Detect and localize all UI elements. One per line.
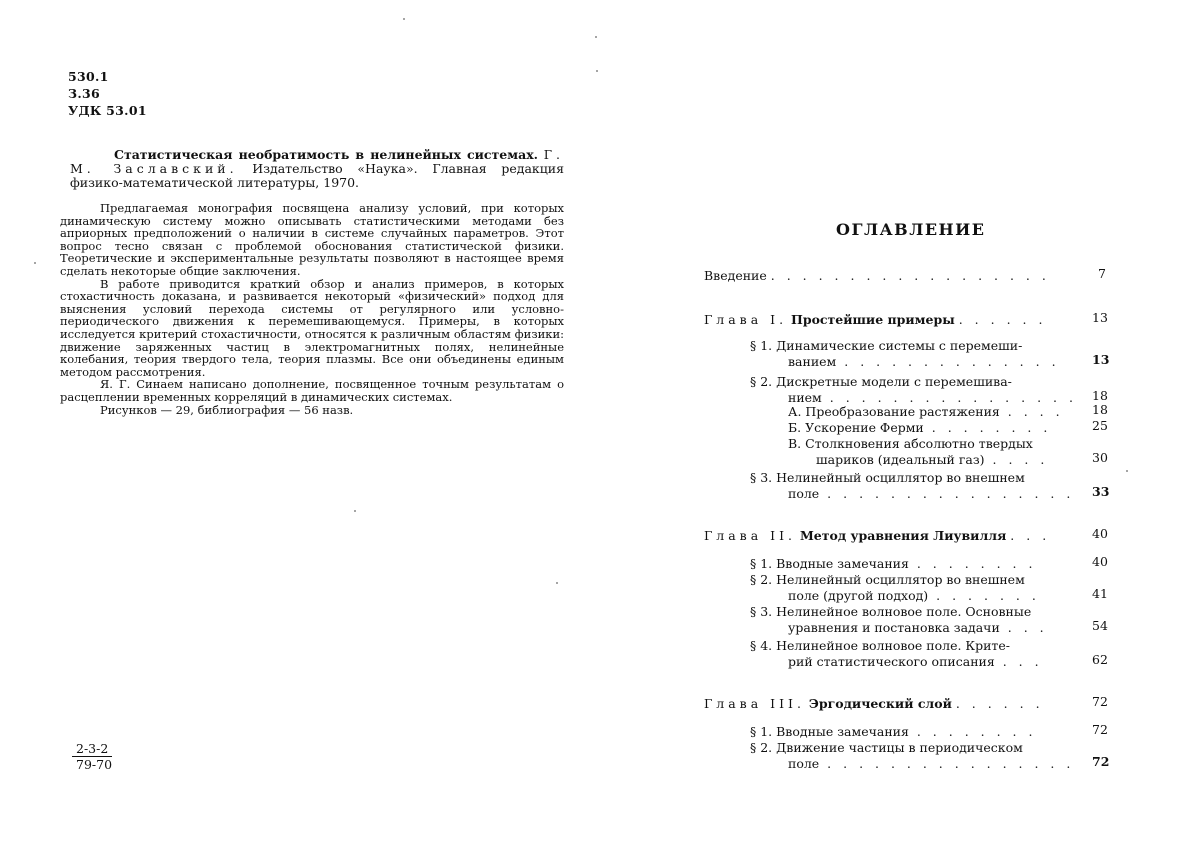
book-title: Статистическая необратимость в нелинейных системах.	[114, 147, 538, 162]
toc-page-number: 72	[1092, 722, 1108, 737]
toc-chapter-2: Глава II. Метод уравнения Лиувилля . . .	[704, 528, 1051, 543]
classification-code: 530.1	[68, 69, 109, 84]
toc-page-number: 62	[1092, 652, 1108, 667]
chapter-prefix: Глава II.	[704, 528, 796, 543]
abstract-paragraph: Рисунков — 29, библиография — 56 назв.	[100, 402, 354, 417]
toc-page-number: 72	[1092, 694, 1108, 709]
toc-page-number: 18	[1092, 402, 1108, 417]
toc-section: § 3. Нелинейное волновое поле. Основные	[750, 604, 1032, 619]
scan-speck	[556, 582, 558, 584]
toc-page-number: 13	[1092, 310, 1108, 325]
classification-code: З.36	[68, 86, 100, 101]
toc-section: § 3. Нелинейный осциллятор во внешнем	[750, 470, 1025, 485]
toc-page-number: 72	[1092, 754, 1110, 769]
toc-section-cont: поле . . . . . . . . . . . . . . . .	[788, 486, 1075, 501]
book-author: Г. М. Заславский.	[70, 147, 564, 176]
toc-section: § 1. Динамические системы с перемеши-	[750, 338, 1023, 353]
scan-speck	[595, 36, 597, 38]
toc-section: § 2. Дискретные модели с перемешива-	[750, 374, 1012, 389]
toc-page-number: 7	[1098, 266, 1106, 281]
toc-page-number: 13	[1092, 352, 1110, 367]
book-publisher: Издательство «Наука». Главная редакция физико-математической литературы, 1970.	[70, 161, 565, 190]
toc-section: § 1. Вводные замечания . . . . . . . .	[750, 724, 1037, 739]
toc-section: § 4. Нелинейное волновое поле. Крите-	[750, 638, 1010, 653]
abstract	[60, 202, 564, 416]
abstract-paragraph: В работе приводится краткий обзор и анализ примеров, в которых стохастичность доказана, и развивается некоторый «физический» подход для выяснения условий перехода системы от регулярного или условно-периодического движения к перемешивающемуся. Примеры, в которых исследуется критерий стохастичности, относятся к различным областям физики: движение заряженных частиц в электромагнитных полях, нелинейные колебания, теория твердого тела, теория плазмы. Все они объединены единым методом рассмотрения.	[60, 276, 564, 379]
toc-subsection: В. Столкновения абсолютно твердых	[788, 436, 1033, 451]
toc-section-cont: нием . . . . . . . . . . . . . . . .	[788, 390, 1077, 405]
toc-heading: ОГЛАВЛЕНИЕ	[836, 220, 986, 239]
toc-entry-intro: Введение . . . . . . . . . . . . . . . . . .	[704, 268, 1050, 283]
chapter-title: Простейшие примеры	[791, 312, 955, 327]
print-code-fraction	[72, 742, 116, 772]
toc-subsection-cont: шариков (идеальный газ) . . . .	[816, 452, 1049, 467]
toc-section-cont: поле (другой подход) . . . . . . .	[788, 588, 1040, 603]
scan-speck	[354, 510, 356, 512]
toc-entry-label: Введение	[704, 268, 767, 283]
toc-page-number: 54	[1092, 618, 1108, 633]
toc-section: § 2. Нелинейный осциллятор во внешнем	[750, 572, 1025, 587]
toc-section-cont: поле . . . . . . . . . . . . . . . .	[788, 756, 1075, 771]
abstract-paragraph: Предлагаемая монография посвящена анализу условий, при которых динамическую систему можно описывать статистическими методами без априорных предположений о наличии в системе случайных параметров. Этот вопрос тесно связан с проблемой обоснования статистической физики. Теоретические и экспериментальные результаты позволяют в настоящее время сделать некоторые общие заключения.	[60, 201, 564, 278]
toc-page-number: 30	[1092, 450, 1108, 465]
toc-section-cont: уравнения и постановка задачи . . .	[788, 620, 1048, 635]
scan-speck	[1126, 470, 1128, 472]
udc-code: УДК 53.01	[68, 103, 147, 118]
fraction-numerator: 2-3-2	[72, 742, 112, 757]
fraction-denominator: 79-70	[76, 757, 113, 772]
toc-section: § 1. Вводные замечания . . . . . . . .	[750, 556, 1037, 571]
abstract-paragraph: Я. Г. Синаем написано дополнение, посвященное точным результатам о расцеплении временных корреляций в динамических системах.	[60, 377, 564, 404]
chapter-title: Эргодический слой	[808, 696, 952, 711]
toc-page-number: 18	[1092, 388, 1108, 403]
chapter-title: Метод уравнения Лиувилля	[799, 528, 1007, 543]
toc-page-number: 33	[1092, 484, 1110, 499]
toc-section: § 2. Движение частицы в периодическом	[750, 740, 1023, 755]
toc-page-number: 40	[1092, 554, 1108, 569]
toc-chapter-1: Глава I. Простейшие примеры . . . . . .	[704, 312, 1047, 327]
scan-speck	[596, 70, 598, 72]
toc-subsection: А. Преобразование растяжения . . . .	[788, 404, 1064, 419]
toc-page-number: 41	[1092, 586, 1108, 601]
right-page	[600, 0, 1200, 848]
toc-section-cont: рий статистического описания . . .	[788, 654, 1043, 669]
chapter-prefix: Глава III.	[704, 696, 805, 711]
toc-page-number: 25	[1092, 418, 1108, 433]
toc-chapter-3: Глава III. Эргодический слой . . . . . .	[704, 696, 1044, 711]
toc-subsection: Б. Ускорение Ферми . . . . . . . .	[788, 420, 1052, 435]
scan-speck	[34, 262, 36, 264]
toc-section-cont: ванием . . . . . . . . . . . . . .	[788, 354, 1060, 369]
bibliographic-entry	[70, 148, 564, 190]
chapter-prefix: Глава I.	[704, 312, 788, 327]
toc-page-number: 40	[1092, 526, 1108, 541]
classification-codes	[68, 68, 147, 119]
scan-speck	[403, 18, 405, 20]
